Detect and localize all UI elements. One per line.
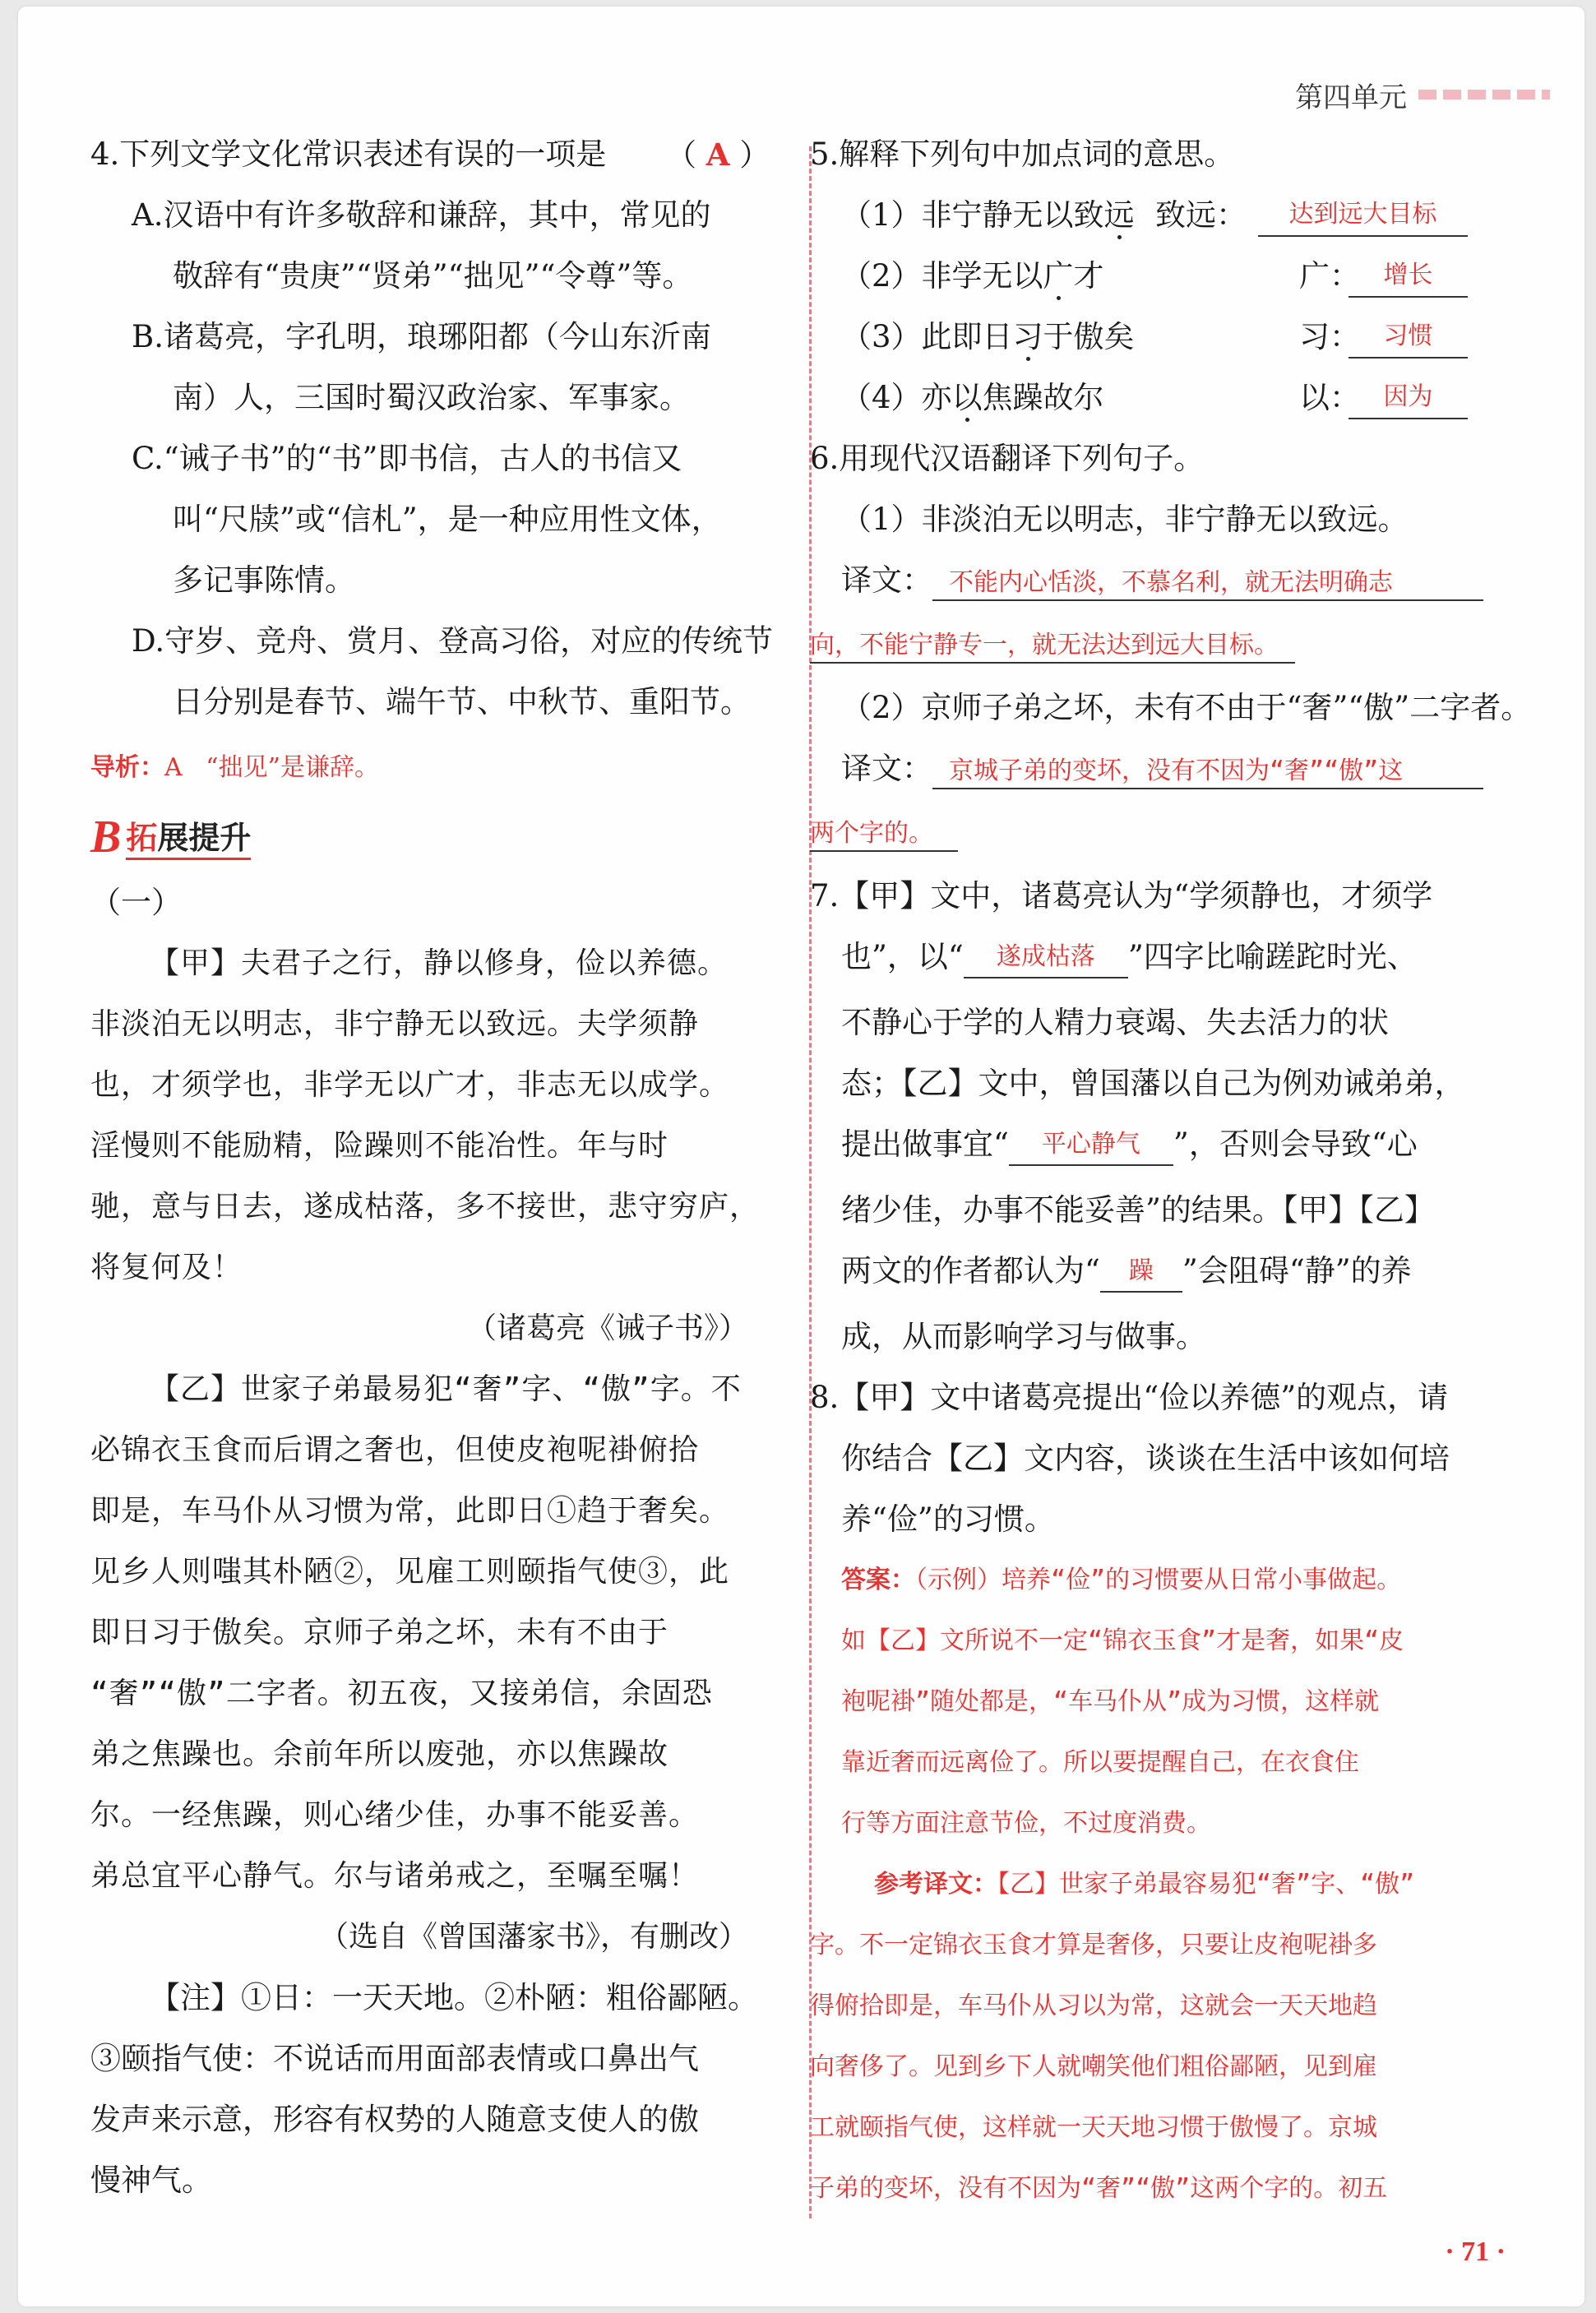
passage-yi-line: “奢”“傲”二字者。初五夜，又接弟信，余固恐 <box>90 1677 713 1710</box>
note-line: 慢神气。 <box>90 2163 212 2198</box>
passage-yi-line: 必锦衣玉食而后谓之奢也，但使皮袍呢褂俯拾 <box>90 1433 700 1467</box>
q8-answer-line: 行等方面注意节俭，不过度消费。 <box>841 1809 1211 1838</box>
q8-line-1: 8.【甲】文中诸葛亮提出“俭以养德”的观点，请 <box>810 1380 1449 1415</box>
q5-answer-4: 因为 <box>1349 382 1468 419</box>
q8-line-2: 你结合【乙】文内容，谈谈在生活中该如何培 <box>841 1441 1450 1476</box>
q5-stem: 5.解释下列句中加点词的意思。 <box>810 136 1235 172</box>
reference-translation-line: 字。不一定锦衣玉食才算是奢侈，只要让皮袍呢褂多 <box>810 1931 1377 1959</box>
unit-header <box>1295 74 1550 115</box>
q8-answer-line: 靠近奢而远离俭了。所以要提醒自己，在衣食住 <box>841 1748 1359 1777</box>
q4-stem: 4.下列文学文化常识表述有误的一项是 （ A ） <box>90 136 770 173</box>
q7-answer-3: 躁 <box>1100 1255 1182 1293</box>
note-line: 发声来示意，形容有权势的人随意支使人的傲 <box>90 2102 699 2137</box>
q7-line-6: 绪少佳，办事不能妥善”的结果。【甲】【乙】 <box>841 1192 1435 1228</box>
section-b-title: 拓展提升 <box>126 820 251 860</box>
q5-answer-1: 达到远大目标 <box>1258 199 1468 237</box>
q7-answer-2: 平心静气 <box>1009 1128 1173 1166</box>
q4-option-d-line1: D.守岁、竞舟、赏月、登高习俗，对应的传统节 <box>132 623 774 659</box>
unit-title: 第四单元 <box>1295 81 1407 114</box>
q5-item-3: （3）此即日习于傲矣 习： 习惯 <box>810 321 1468 354</box>
section-b-heading <box>90 811 748 863</box>
passage-jia-line: 【甲】夫君子之行，静以修身，俭以养德。 <box>150 946 729 980</box>
note-line: ③颐指气使：不说话而用面部表情或口鼻出气 <box>90 2041 699 2076</box>
q4-option-d-line2: 日分别是春节、端午节、中秋节、重阳节。 <box>173 684 751 719</box>
q4-option-a-line2: 敬辞有“贵庚”“贤弟”“拙见”“令尊”等。 <box>173 258 693 294</box>
q6-translation-1a: 译文： 不能内心恬淡，不慕名利，就无法明确志 <box>810 564 1468 601</box>
passage-yi-line: 弟总宜平心静气。尔与诸弟戒之，至嘱至嘱！ <box>90 1859 700 1893</box>
q6-translation-2a: 译文： 京城子弟的变坏，没有不因为“奢”“傲”这 <box>810 752 1468 789</box>
passage-jia-source: （诸葛亮《诫子书》） <box>466 1311 748 1345</box>
q4-option-b-line2: 南）人，三国时蜀汉政治家、军事家。 <box>173 380 690 415</box>
passage-jia-line: 非淡泊无以明志，非宁静无以致远。夫学须静 <box>90 1007 700 1041</box>
q4-answer: A <box>705 136 730 173</box>
q8-answer-line: 答案：（示例）培养“俭”的习惯要从日常小事做起。 <box>841 1566 1402 1594</box>
q4-option-c-line3: 多记事陈情。 <box>173 562 355 598</box>
passage-yi-line: 即日习于傲矣。京师子弟之坏，未有不由于 <box>90 1616 669 1649</box>
passage-yi-source: （选自《曾国藩家书》，有删改） <box>318 1920 748 1954</box>
reference-translation-line: 得俯拾即是，车马仆从习以为常，这就会一天天地趋 <box>810 1991 1377 2020</box>
passage-jia-line: 将复何及！ <box>90 1251 243 1284</box>
note-line: 【注】①日：一天天地。②朴陋：粗俗鄙陋。 <box>150 1980 758 2015</box>
q7-answer-1: 遂成枯落 <box>964 941 1128 978</box>
passage-jia-line: 驰，意与日去，遂成枯落，多不接世，悲守穷庐， <box>90 1190 761 1224</box>
q4-option-c-line1: C.“诫子书”的“书”即书信，古人的书信又 <box>132 441 682 476</box>
right-column <box>810 136 1532 2233</box>
q7-line-8: 成，从而影响学习与做事。 <box>841 1319 1206 1354</box>
reference-translation-line: 向奢侈了。见到乡下人就嘲笑他们粗俗鄙陋，见到雇 <box>810 2052 1377 2081</box>
section-b-letter: B <box>90 812 122 863</box>
reference-translation-line: 参考译文：【乙】世家子弟最容易犯“奢”字、“傲” <box>874 1870 1415 1899</box>
q8-answer-line: 如【乙】文所说不一定“锦衣玉食”才是奢，如果“皮 <box>841 1626 1404 1655</box>
q8-answer-line: 袍呢褂”随处都是，“车马仆从”成为习惯，这样就 <box>841 1687 1380 1716</box>
q7-line-4: 态；【乙】文中，曾国藩以自己为例劝诫弟弟， <box>841 1066 1465 1101</box>
reference-translation-line: 工就颐指气使，这样就一天天地习惯于傲慢了。京城 <box>810 2113 1377 2142</box>
q6-stem: 6.用现代汉语翻译下列句子。 <box>810 441 1205 476</box>
q6-sentence-2: （2）京师子弟之坏，未有不由于“奢”“傲”二字者。 <box>841 690 1532 725</box>
passage-jia-line: 淫慢则不能励精，险躁则不能冶性。年与时 <box>90 1129 669 1163</box>
q5-item-4: （4）亦以焦躁故尔 以： 因为 <box>810 382 1468 414</box>
q8-line-3: 养“俭”的习惯。 <box>841 1501 1055 1537</box>
passage-part-label: （一） <box>90 885 182 920</box>
passage-yi-line: 见乡人则嗤其朴陋②，见雇工则颐指气使③，此 <box>90 1555 730 1589</box>
passage-yi-line: 尔。一经焦躁，则心绪少佳，办事不能妥善。 <box>90 1798 700 1832</box>
q5-answer-3: 习惯 <box>1349 321 1468 359</box>
header-decoration <box>1418 90 1550 99</box>
passage-yi-line: 【乙】世家子弟最易犯“奢”字、“傲”字。不 <box>150 1372 742 1406</box>
reference-translation-line: 子弟的变坏，没有不因为“奢”“傲”这两个字的。初五 <box>810 2174 1388 2203</box>
passage-yi-line: 弟之焦躁也。余前年所以废弛，亦以焦躁故 <box>90 1737 669 1771</box>
q7-line-1: 7.【甲】文中，诸葛亮认为“学须静也，才须学 <box>810 878 1433 914</box>
q5-item-1: （1）非宁静无以致远 致远： 达到远大目标 <box>810 199 1468 232</box>
passage-yi-line: 即是，车马仆从习惯为常，此即日①趋于奢矣。 <box>90 1494 730 1528</box>
q4-option-c-line2: 叫“尺牍”或“信札”，是一种应用性文体， <box>173 502 722 537</box>
q6-translation-1b: 向，不能宁静专一，就无法达到远大目标。 <box>810 629 1468 664</box>
q7-line-5: 提出做事宜“ 平心静气 ”，否则会导致“心 <box>810 1128 1468 1166</box>
q6-translation-2b: 两个字的。 <box>810 817 1468 852</box>
q7-line-2: 也”，以“ 遂成枯落 ”四字比喻蹉跎时光、 <box>810 941 1468 978</box>
q5-answer-2: 增长 <box>1349 260 1468 298</box>
page-number: · 71 · <box>1445 2237 1506 2267</box>
q7-line-3: 不静心于学的人精力衰竭、失去活力的状 <box>841 1005 1389 1040</box>
left-column <box>90 136 774 2225</box>
q4-answer-paren: （ A ） <box>666 136 770 173</box>
q4-analysis: 导析：A “拙见”是谦辞。 <box>90 753 379 782</box>
q7-line-7: 两文的作者都认为“ 躁 ”会阻碍“静”的养 <box>810 1255 1468 1293</box>
q6-sentence-1: （1）非淡泊无以明志，非宁静无以致远。 <box>841 502 1409 537</box>
passage-jia-line: 也，才须学也，非学无以广才，非志无以成学。 <box>90 1068 730 1102</box>
q5-item-2: （2）非学无以广才 广： 增长 <box>810 260 1468 293</box>
q4-option-b-line1: B.诸葛亮，字孔明，琅琊阳都（今山东沂南 <box>132 319 711 354</box>
q4-option-a-line1: A.汉语中有许多敬辞和谦辞，其中，常见的 <box>132 197 711 233</box>
